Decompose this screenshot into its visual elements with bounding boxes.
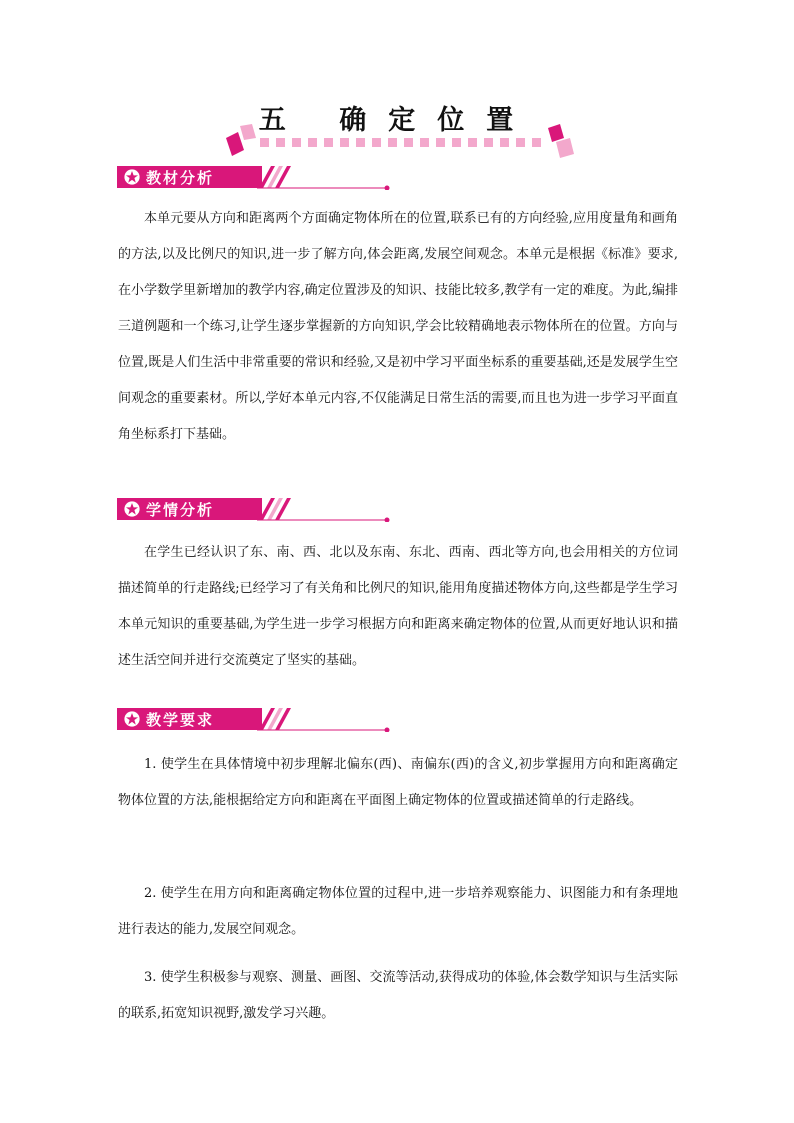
section-heading: 教材分析 <box>146 168 215 187</box>
section-underline-decoration <box>257 498 392 522</box>
star-icon <box>124 169 140 185</box>
title-decoration-band <box>226 124 576 158</box>
paragraph: 本单元要从方向和距离两个方面确定物体所在的位置,联系已有的方向经验,应用度量角和画角的方法,以及比例尺的知识,进一步了解方向,体会距离,发展空间观念。本单元是根据《标准》要求,在小学数学里新增加的教学内容,确定位置涉及的知识、技能比较多,教学有一定的难度。为此,编排三道例题和一个练习,让学生逐步掌握新的方向知识,学会比较精确地表示物体所在的位置。方向与位置,既是人们生活中非常重要的常识和经验,又是初中学习平面坐标系的重要基础,还是发展学生空间观念的重要素材。所以,学好本单元内容,不仅能满足日常生活的需要,而且也为进一步学习平面直角坐标系打下基础。 <box>118 211 678 442</box>
requirement-item-2: 2. 使学生在用方向和距离确定物体位置的过程中,进一步培养观察能力、识图能力和有条理地进行表达的能力,发展空间观念。 <box>118 886 678 937</box>
star-icon <box>124 501 140 517</box>
section-heading: 学情分析 <box>146 500 215 519</box>
section-underline-decoration <box>257 708 392 732</box>
paragraph: 在学生已经认识了东、南、西、北以及东南、东北、西南、西北等方向,也会用相关的方位词描述简单的行走路线;已经学习了有关角和比例尺的知识,能用角度描述物体方向,这些都是学生学习本单元知识的重要基础,为学生进一步学习根据方向和距离来确定物体的位置,从而更好地认识和描述生活空间并进行交流奠定了坚实的基础。 <box>118 545 678 668</box>
requirement-item-3: 3. 使学生积极参与观察、测量、画图、交流等活动,获得成功的体验,体会数学知识与生活实际的联系,拓宽知识视野,激发学习兴趣。 <box>118 970 678 1021</box>
section-header-learning-analysis <box>117 498 387 522</box>
chapter-title: 五 确定位置 <box>258 105 536 136</box>
star-icon <box>124 711 140 727</box>
requirement-item-1: 1. 使学生在具体情境中初步理解北偏东(西)、南偏东(西)的含义,初步掌握用方向和距离确定物体位置的方法,能根据给定方向和距离在平面图上确定物体的位置或描述简单的行走路线。 <box>118 757 678 808</box>
section-header-teaching-requirements <box>117 708 387 732</box>
section-underline-decoration <box>257 166 392 190</box>
section-heading: 教学要求 <box>146 710 215 729</box>
section-header-textbook-analysis <box>117 166 387 190</box>
